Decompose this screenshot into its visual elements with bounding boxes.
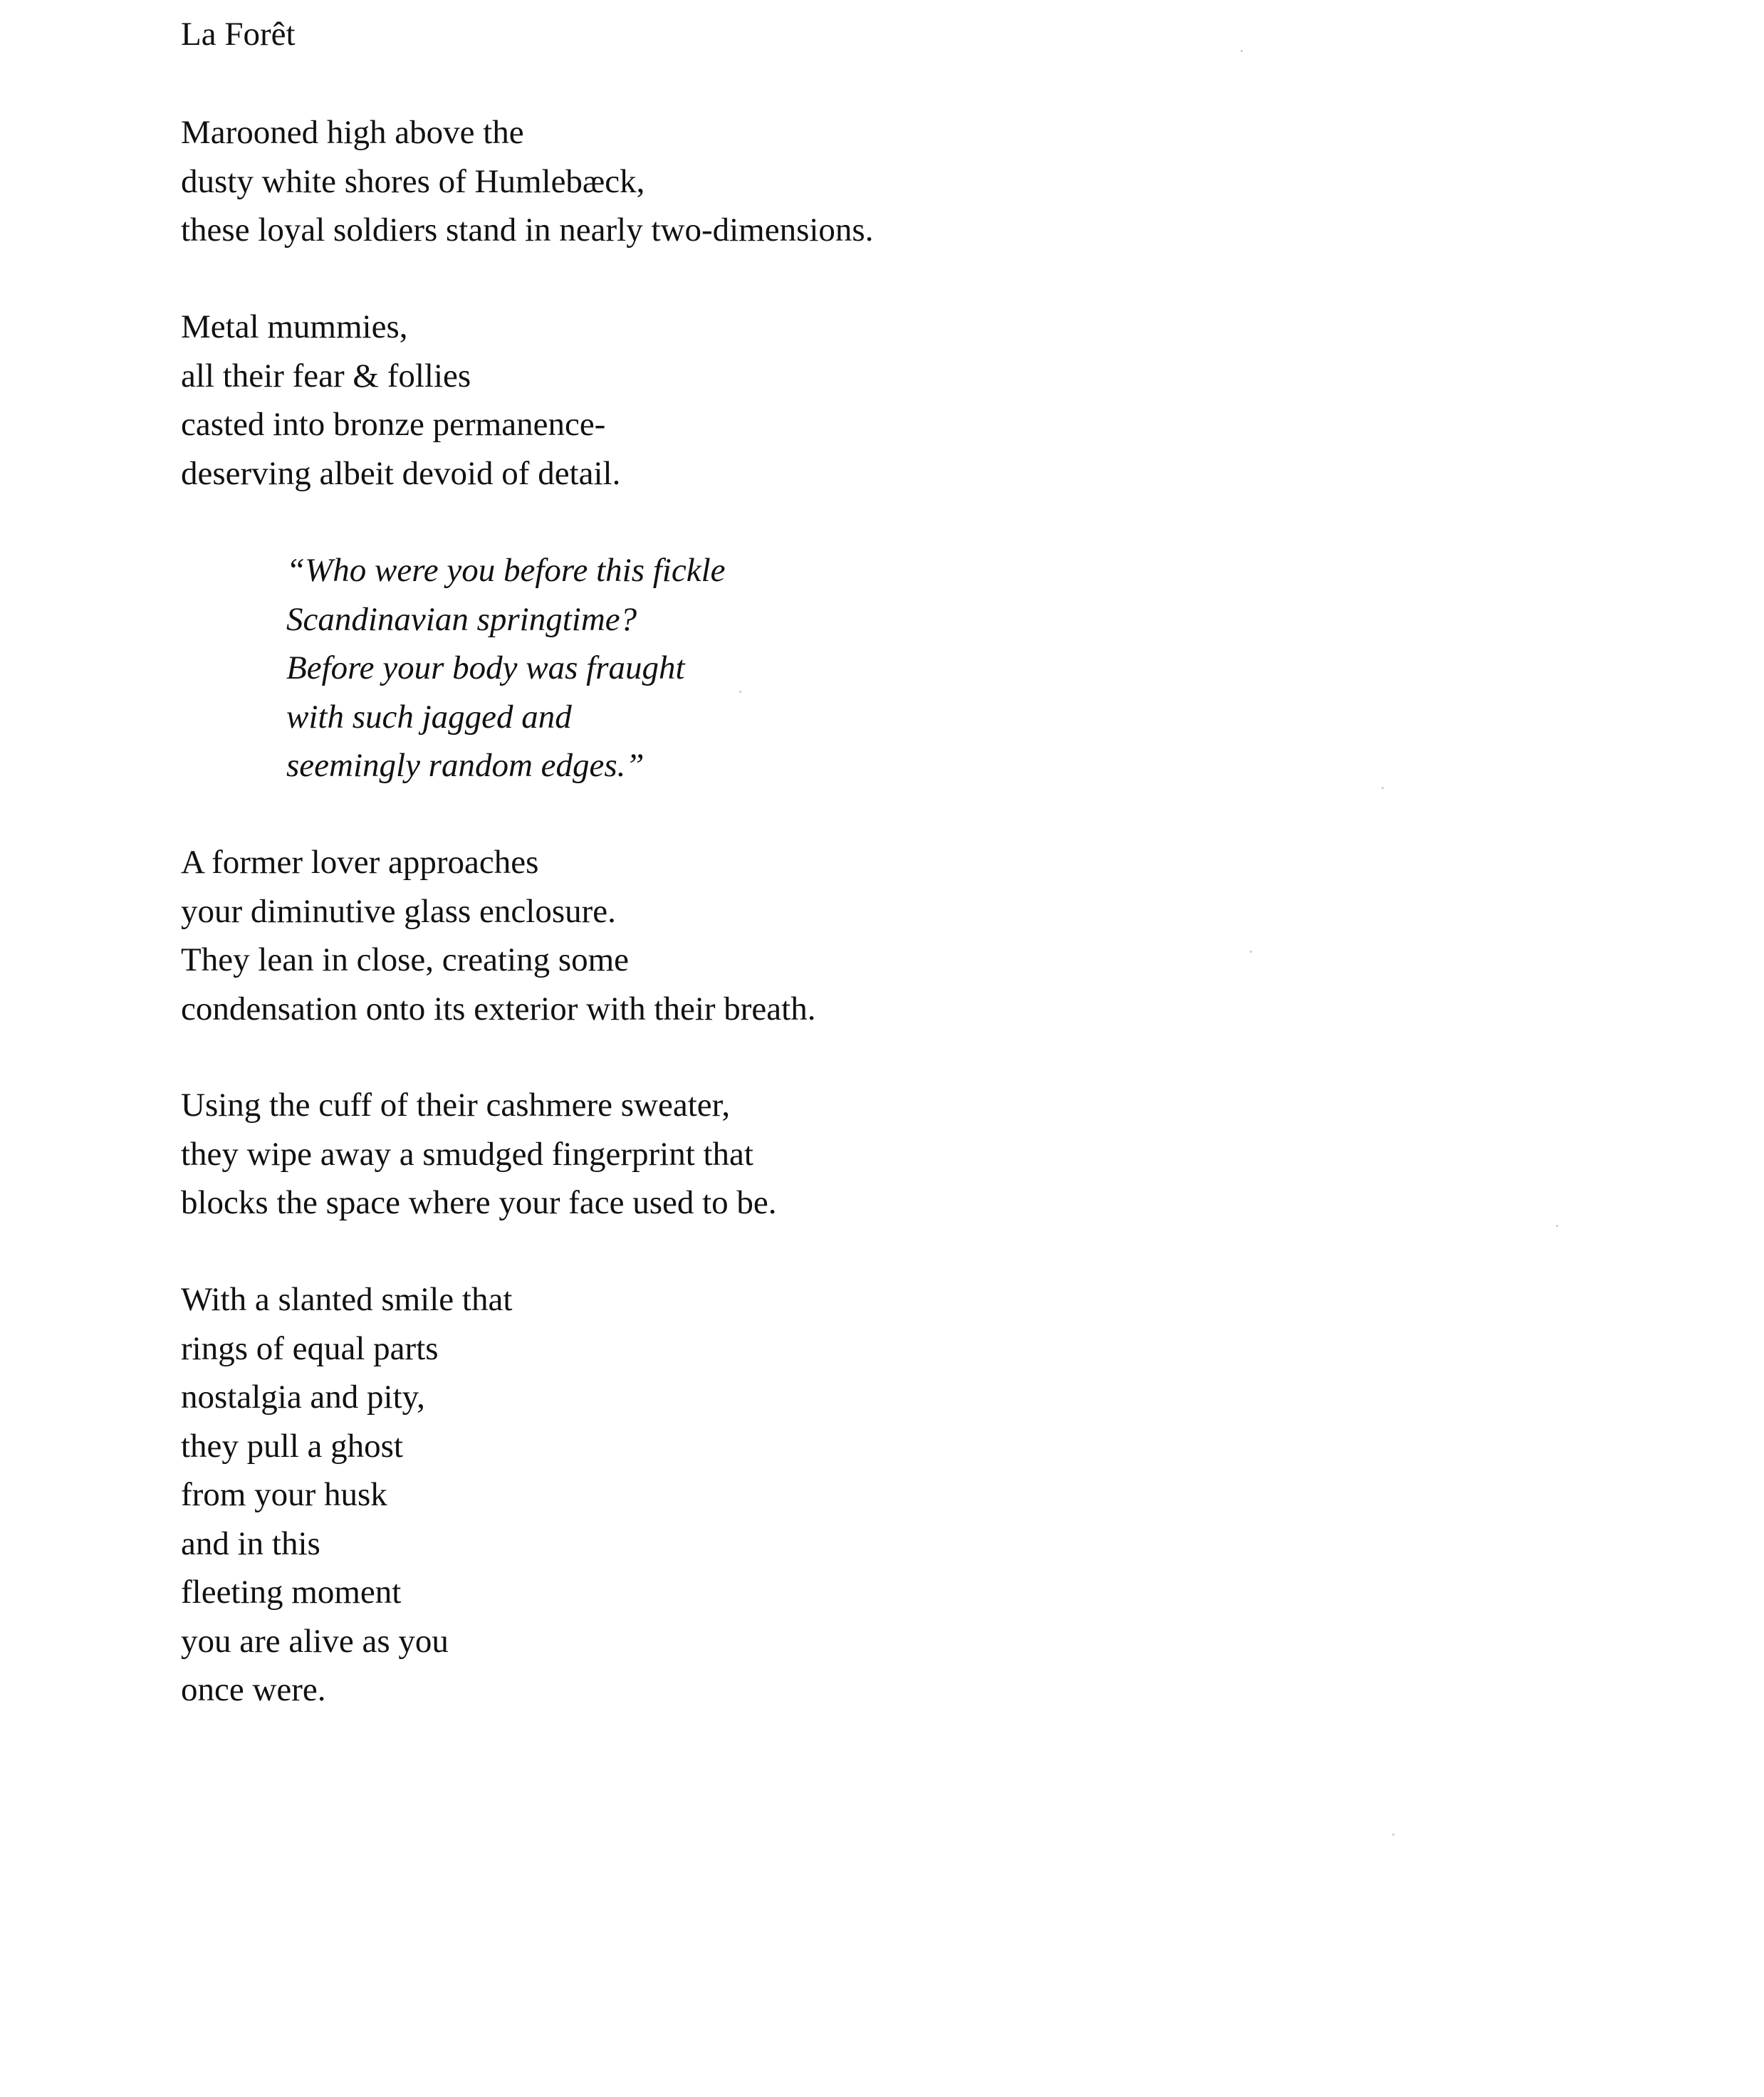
- poem-line: they pull a ghost: [181, 1427, 403, 1465]
- poem-line: fleeting moment: [181, 1574, 402, 1611]
- scan-speck: [1382, 787, 1384, 789]
- poem-line: condensation onto its exterior with their breath.: [181, 990, 816, 1027]
- poem-title: La Forêt: [181, 16, 296, 53]
- scan-speck: [1241, 50, 1243, 52]
- poem-line: from your husk: [181, 1476, 387, 1513]
- poem-line: you are alive as you: [181, 1622, 449, 1660]
- poem-line: rings of equal parts: [181, 1329, 439, 1367]
- poem-line: dusty white shores of Humlebæck,: [181, 162, 645, 200]
- poem-line: casted into bronze permanence-: [181, 406, 606, 443]
- stanza-2: [181, 303, 620, 498]
- poem-line: With a slanted smile that: [181, 1281, 513, 1318]
- stanza-5: [181, 1081, 777, 1228]
- poem-line: your diminutive glass enclosure.: [181, 892, 616, 930]
- scan-speck: [1556, 1225, 1558, 1227]
- poem-line: Scandinavian springtime?: [286, 600, 637, 638]
- stanza-6: [181, 1275, 512, 1715]
- poem-line: and in this: [181, 1525, 320, 1562]
- stanza-1: [181, 108, 873, 255]
- poem-line: “Who were you before this fickle: [286, 552, 726, 589]
- poem-line: Using the cuff of their cashmere sweater,: [181, 1087, 731, 1124]
- stanza-4: [181, 838, 815, 1033]
- scan-speck: [739, 691, 741, 693]
- poem-line: they wipe away a smudged fingerprint that: [181, 1135, 753, 1173]
- poem-line: these loyal soldiers stand in nearly two-dimensions.: [181, 211, 874, 249]
- poem-line: once were.: [181, 1671, 326, 1708]
- poem-line: all their fear & follies: [181, 357, 471, 394]
- poem-line: Marooned high above the: [181, 114, 524, 151]
- poem-line: They lean in close, creating some: [181, 941, 630, 978]
- scan-speck: [1250, 951, 1252, 953]
- poem-line: Metal mummies,: [181, 308, 408, 345]
- scan-speck: [1392, 1834, 1394, 1836]
- poem-line: deserving albeit devoid of detail.: [181, 454, 621, 492]
- poem-line: seemingly random edges.”: [286, 747, 644, 784]
- poem-line: A former lover approaches: [181, 844, 539, 881]
- poem-line: nostalgia and pity,: [181, 1379, 425, 1416]
- poem-line: with such jagged and: [286, 698, 572, 736]
- poem-line: blocks the space where your face used to be.: [181, 1184, 777, 1221]
- poem-line: Before your body was fraught: [286, 649, 685, 686]
- stanza-3-italic-quote: [286, 546, 726, 790]
